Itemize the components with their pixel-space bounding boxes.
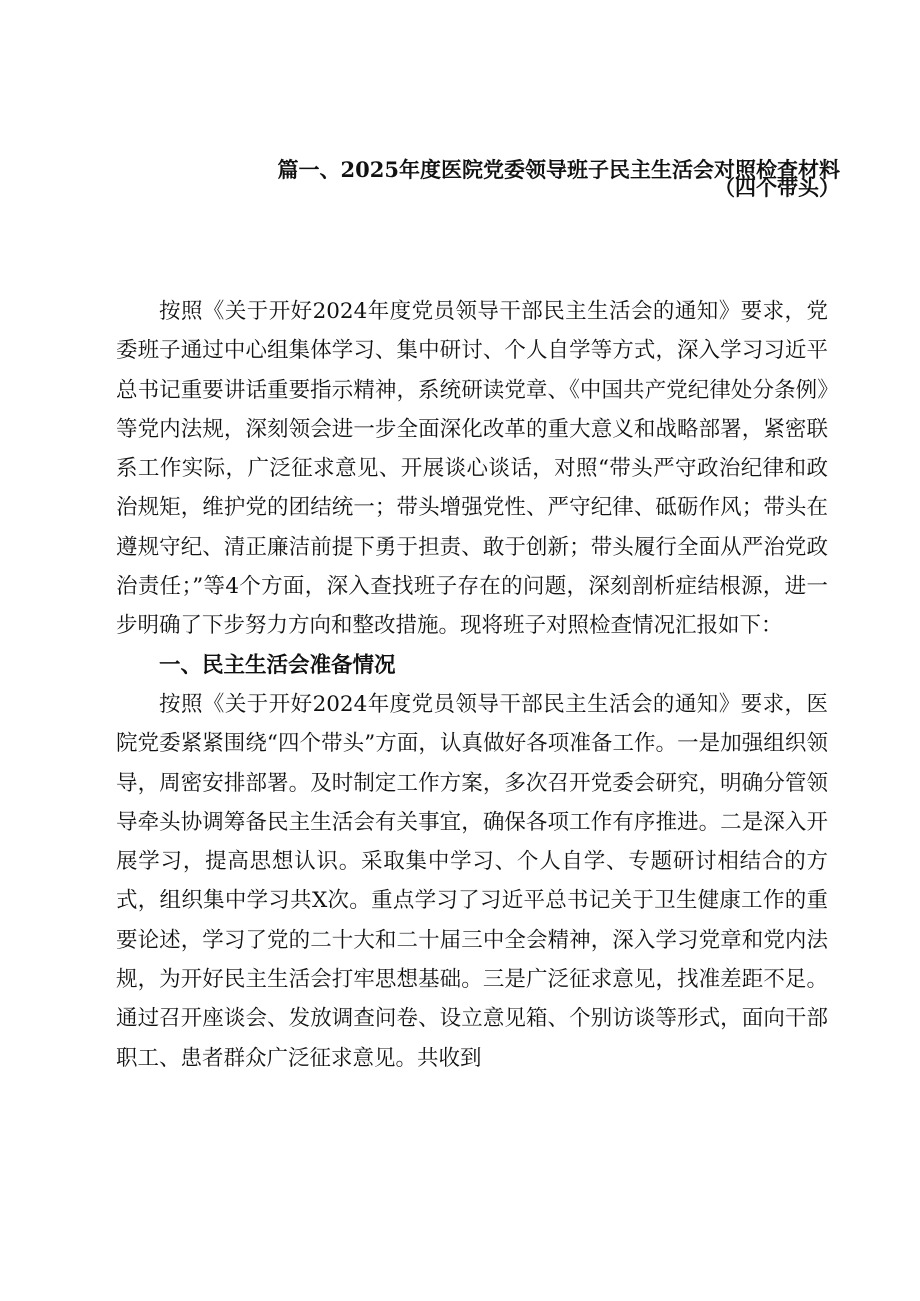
document-subtitle: （四个带头）: [714, 175, 840, 200]
intro-paragraph: 按照《关于开好2024年度党员领导干部民主生活会的通知》要求，党委班子通过中心组集体学习、集中研讨、个人自学等方式，深入学习习近平总书记重要讲话重要指示精神，系统研读党章、《中国共产党纪律处分条例》等党内法规，深刻领会进一步全面深化改革的重大意义和战略部署，紧密联系工作实际，广泛征求意见、开展谈心谈话，对照“带头严守政治纪律和政治规矩，维护党的团结统一；带头增强党性、严守纪律、砥砺作风；带头在遵规守纪、清正廉洁前提下勇于担责、敢于创新；带头履行全面从严治党政治责任；”等4个方面，深入查找班子存在的问题，深刻剖析症结根源，进一步明确了下步努力方向和整改措施。现将班子对照检查情况汇报如下：: [116, 299, 828, 639]
document-title: 篇一、2025年度医院党委领导班子民主生活会对照检查材料: [277, 157, 840, 182]
section-paragraph: 按照《关于开好2024年度党员领导干部民主生活会的通知》要求，医院党委紧紧围绕“四个带头”方面，认真做好各项准备工作。一是加强组织领导，周密安排部署。及时制定工作方案，多次召开党委会研究，明确分管领导牵头协调筹备民主生活会有关事宜，确保各项工作有序推进。二是深入开展学习，提高思想认识。采取集中学习、个人自学、专题研讨相结合的方式，组织集中学习共X次。重点学习了习近平总书记关于卫生健康工作的重要论述，学习了党的二十大和二十届三中全会精神，深入学习党章和党内法规，为开好民主生活会打牢思想基础。三是广泛征求意见，找准差距不足。通过召开座谈会、发放调查问卷、设立意见箱、个别访谈等形式，面向干部职工、患者群众广泛征求意见。共收到: [116, 691, 828, 1071]
section-heading: 一、民主生活会准备情况: [159, 652, 396, 678]
document-body: [116, 292, 828, 1078]
